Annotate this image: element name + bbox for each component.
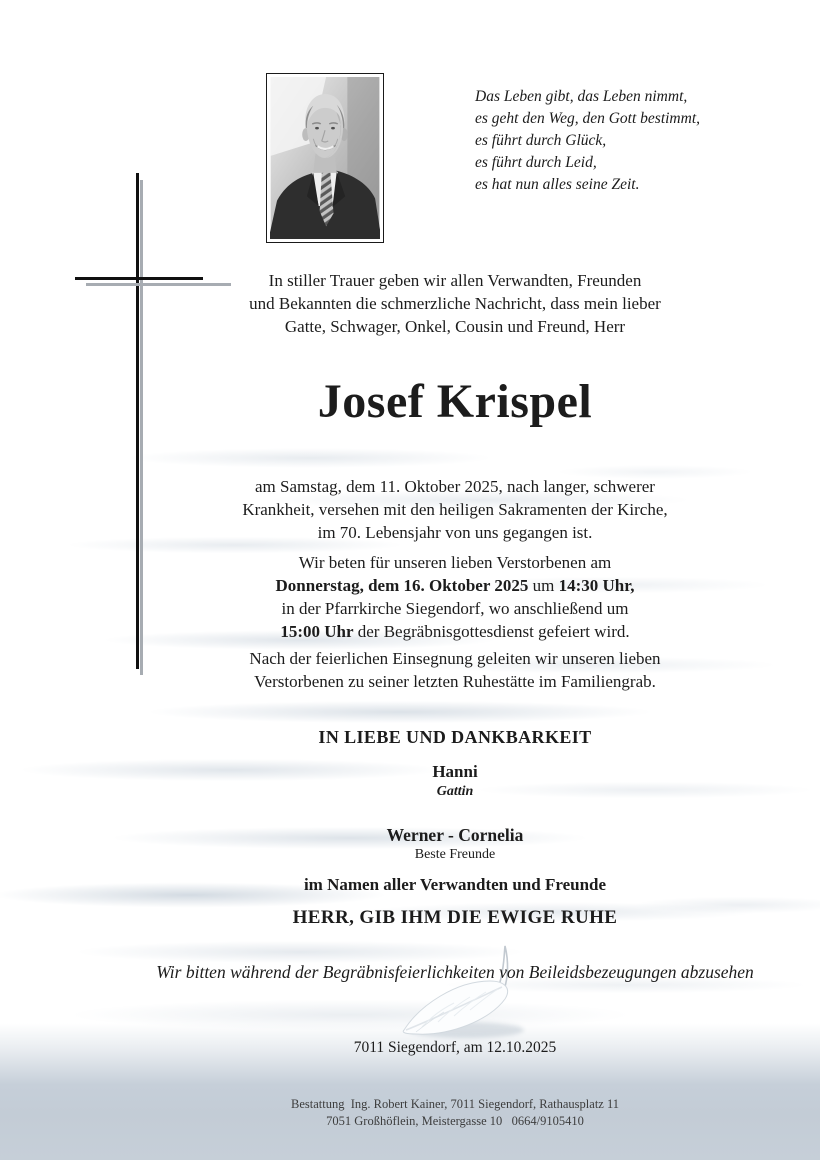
portrait-illustration xyxy=(270,77,380,239)
death-details xyxy=(170,475,740,544)
blessing-text xyxy=(170,647,740,693)
death-detail-line: Krankheit, versehen mit den heiligen Sakramenten der Kirche, xyxy=(242,500,668,519)
intro-line: Gatte, Schwager, Onkel, Cousin und Freund, Herr xyxy=(284,317,626,336)
mass-text: der Begräbnisgottesdienst gefeiert wird. xyxy=(353,622,630,641)
intro-line: und Bekannten die schmerzliche Nachricht, dass mein lieber xyxy=(249,294,661,313)
poem-line: es führt durch Glück, xyxy=(475,132,607,149)
footer-line: 7051 Großhöflein, Meistergasse 10 0664/9105410 xyxy=(326,1114,584,1128)
poem-line: es führt durch Leid, xyxy=(475,154,597,171)
poem-line: es hat nun alles seine Zeit. xyxy=(475,176,640,193)
cross-vertical-bar xyxy=(136,173,139,669)
mourner-relation: Gattin xyxy=(436,784,474,799)
service-line: Wir beten für unseren lieben Verstorbenen am xyxy=(298,553,612,572)
cross-vertical-shadow xyxy=(140,180,143,675)
footer-line: Bestattung Ing. Robert Kainer, 7011 Siegendorf, Rathausplatz 11 xyxy=(290,1097,619,1111)
intro-line: In stiller Trauer geben wir allen Verwandten, Freunden xyxy=(268,271,642,290)
poem-line: Das Leben gibt, das Leben nimmt, xyxy=(475,88,688,105)
portrait-photo xyxy=(266,73,384,243)
funeral-home-footer xyxy=(170,1096,740,1130)
mourner-name: Hanni xyxy=(432,762,478,781)
service-time: 14:30 Uhr, xyxy=(558,576,635,595)
service-date: Donnerstag, dem 16. Oktober 2025 xyxy=(275,576,529,595)
intro-text xyxy=(170,269,740,338)
death-detail-line: am Samstag, dem 11. Oktober 2025, nach langer, schwerer xyxy=(255,477,655,496)
family-line: im Namen aller Verwandten und Freunde xyxy=(303,875,607,894)
place-date: 7011 Siegendorf, am 12.10.2025 xyxy=(353,1039,557,1056)
service-connector: um xyxy=(528,576,559,595)
mourner-name: Werner - Cornelia xyxy=(386,825,524,845)
deceased-name: Josef Krispel xyxy=(317,375,593,428)
service-line xyxy=(170,620,740,643)
blessing-line: Nach der feierlichen Einsegnung geleiten wir unseren lieben xyxy=(249,649,661,668)
death-detail-line: im 70. Lebensjahr von uns gegangen ist. xyxy=(317,523,593,542)
mass-time: 15:00 Uhr xyxy=(280,622,354,641)
feather-icon xyxy=(392,942,542,1047)
blessing-line: Verstorbenen zu seiner letzten Ruhestätte im Familiengrab. xyxy=(254,672,656,691)
gratitude-heading: IN LIEBE UND DANKBARKEIT xyxy=(318,727,592,747)
closing-line: HERR, GIB IHM DIE EWIGE RUHE xyxy=(292,907,618,928)
service-line: in der Pfarrkirche Siegendorf, wo anschließend um xyxy=(281,599,629,618)
service-line xyxy=(170,574,740,597)
memorial-poem xyxy=(475,86,700,196)
service-details xyxy=(170,551,740,643)
mourner-relation: Beste Freunde xyxy=(414,847,496,862)
condolence-note: Wir bitten während der Begräbnisfeierlichkeiten von Beileidsbezeugungen abzusehen xyxy=(156,962,754,982)
poem-line: es geht den Weg, den Gott bestimmt, xyxy=(475,110,700,127)
